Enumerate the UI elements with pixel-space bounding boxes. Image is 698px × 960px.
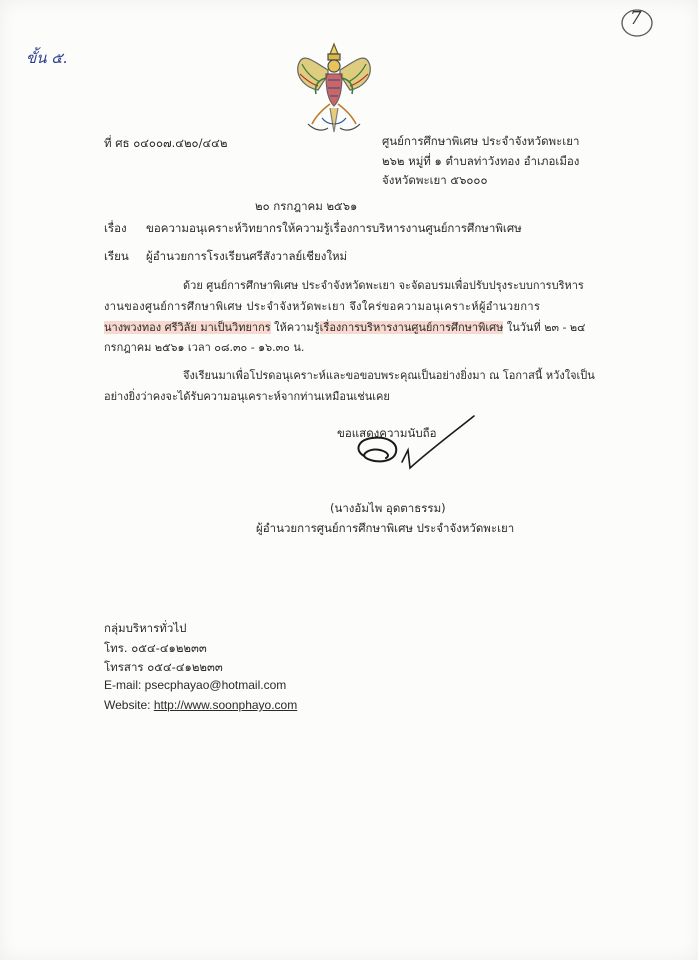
sender-line-3: จังหวัดพะเยา ๕๖๐๐๐ xyxy=(382,173,488,187)
corner-note-left: ขั้น ๕. xyxy=(26,49,68,67)
footer-email: E-mail: psecphayao@hotmail.com xyxy=(104,678,287,692)
garuda-emblem-icon xyxy=(292,40,376,136)
body1-line3 xyxy=(104,318,586,336)
body2-line2: อย่างยิ่งว่าคงจะได้รับความอนุเคราะห์จากท่านเหมือนเช่นเคย xyxy=(104,390,390,403)
highlight-topic: เรื่องการบริหารงานศูนย์การศึกษาพิเศษ xyxy=(319,321,504,334)
body1-line2: งานของศูนย์การศึกษาพิเศษ ประจำจังหวัดพะเยา จึงใคร่ขอความอนุเคราะห์ผู้อำนวยการ xyxy=(104,300,541,313)
body2-line1: จึงเรียนมาเพื่อโปรดอนุเคราะห์และขอขอบพระคุณเป็นอย่างยิ่งมา ณ โอกาสนี้ หวังใจเป็น xyxy=(183,369,595,382)
body1-line3-end: ในวันที่ ๒๓ - ๒๔ xyxy=(503,321,586,334)
website-link[interactable]: http://www.soonphayo.com xyxy=(153,698,298,712)
footer-fax: โทรสาร ๐๕๔-๔๑๒๒๓๓ xyxy=(104,660,223,674)
website-label: Website: xyxy=(104,698,154,712)
signer-title: ผู้อำนวยการศูนย์การศึกษาพิเศษ ประจำจังหวัดพะเยา xyxy=(256,521,515,535)
reference-number: ที่ ศธ ๐๔๐๐๗.๔๒๐/๔๔๒ xyxy=(104,136,228,150)
body1-line4: กรกฎาคม ๒๕๖๑ เวลา ๐๘.๓๐ - ๑๖.๓๐ น. xyxy=(104,341,305,354)
subject-label: เรื่อง xyxy=(104,221,127,235)
letter-date: ๒๐ กรกฎาคม ๒๕๖๑ xyxy=(255,199,358,213)
subject-text: ขอความอนุเคราะห์วิทยากรให้ความรู้เรื่องการบริหารงานศูนย์การศึกษาพิเศษ xyxy=(146,221,522,235)
body1-line1: ด้วย ศูนย์การศึกษาพิเศษ ประจำจังหวัดพะเยา จะจัดอบรมเพื่อปรับปรุงระบบการบริหาร xyxy=(183,279,584,292)
closing-text: ขอแสดงความนับถือ xyxy=(337,426,437,440)
signer-name: (นางอัมไพ อุดตาธรรม) xyxy=(330,501,446,515)
footer-website xyxy=(104,698,297,712)
body1-line3-mid: ให้ความรู้ xyxy=(270,321,320,334)
sender-line-2: ๒๖๒ หมู่ที่ ๑ ตำบลท่าวังทอง อำเภอเมือง xyxy=(382,154,580,168)
sender-line-1: ศูนย์การศึกษาพิเศษ ประจำจังหวัดพะเยา xyxy=(382,134,580,148)
footer-telephone: โทร. ๐๕๔-๔๑๒๒๓๓ xyxy=(104,641,207,655)
signature-image xyxy=(350,410,480,480)
highlight-speaker-name: นางพวงทอง ศรีวิลัย มาเป็นวิทยากร xyxy=(104,321,271,334)
to-label: เรียน xyxy=(104,249,129,263)
footer-department: กลุ่มบริหารทั่วไป xyxy=(104,621,187,635)
page-number: 7 xyxy=(630,8,642,29)
to-text: ผู้อำนวยการโรงเรียนศรีสังวาลย์เชียงใหม่ xyxy=(146,249,348,263)
